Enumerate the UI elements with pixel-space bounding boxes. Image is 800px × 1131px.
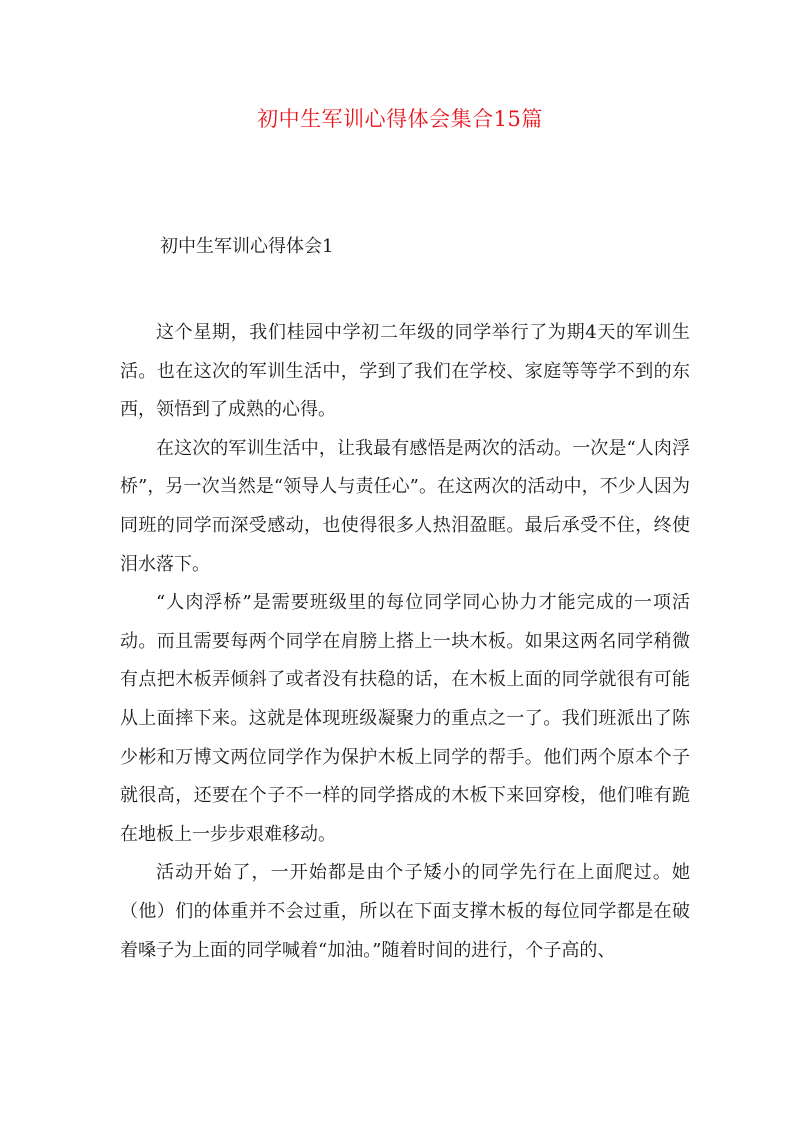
- paragraph: 在这次的军训生活中，让我最有感悟是两次的活动。一次是“人肉浮桥”，另一次当然是“领导人与责任心”。在这两次的活动中，不少人因为同班的同学而深受感动，也使得很多人热泪盈眶。最后承受不住，终使泪水落下。: [120, 437, 690, 575]
- paragraph: 这个星期，我们桂园中学初二年级的同学举行了为期4天的军训生活。也在这次的军训生活中，学到了我们在学校、家庭等等学不到的东西，领悟到了成熟的心得。: [120, 322, 690, 421]
- paragraph: 活动开始了，一开始都是由个子矮小的同学先行在上面爬过。她（他）们的体重并不会过重，所以在下面支撑木板的每位同学都是在破着嗓子为上面的同学喊着“加油。”随着时间的进行，个子高的、: [120, 862, 690, 961]
- body-text: [120, 314, 690, 970]
- paragraph: “人肉浮桥”是需要班级里的每位同学同心协力才能完成的一项活动。而且需要每两个同学在肩膀上搭上一块木板。如果这两名同学稍微有点把木板弄倾斜了或者没有扶稳的话，在木板上面的同学就很有可能从上面摔下来。这就是体现班级凝聚力的重点之一了。我们班派出了陈少彬和万博文两位同学作为保护木板上同学的帮手。他们两个原本个子就很高，还要在个子不一样的同学搭成的木板下来回穿梭，他们唯有跪在地板上一步步艰难移动。: [120, 592, 690, 845]
- section-heading: 初中生军训心得体会1: [160, 236, 334, 257]
- document-title: 初中生军训心得体会集合15篇: [257, 107, 543, 131]
